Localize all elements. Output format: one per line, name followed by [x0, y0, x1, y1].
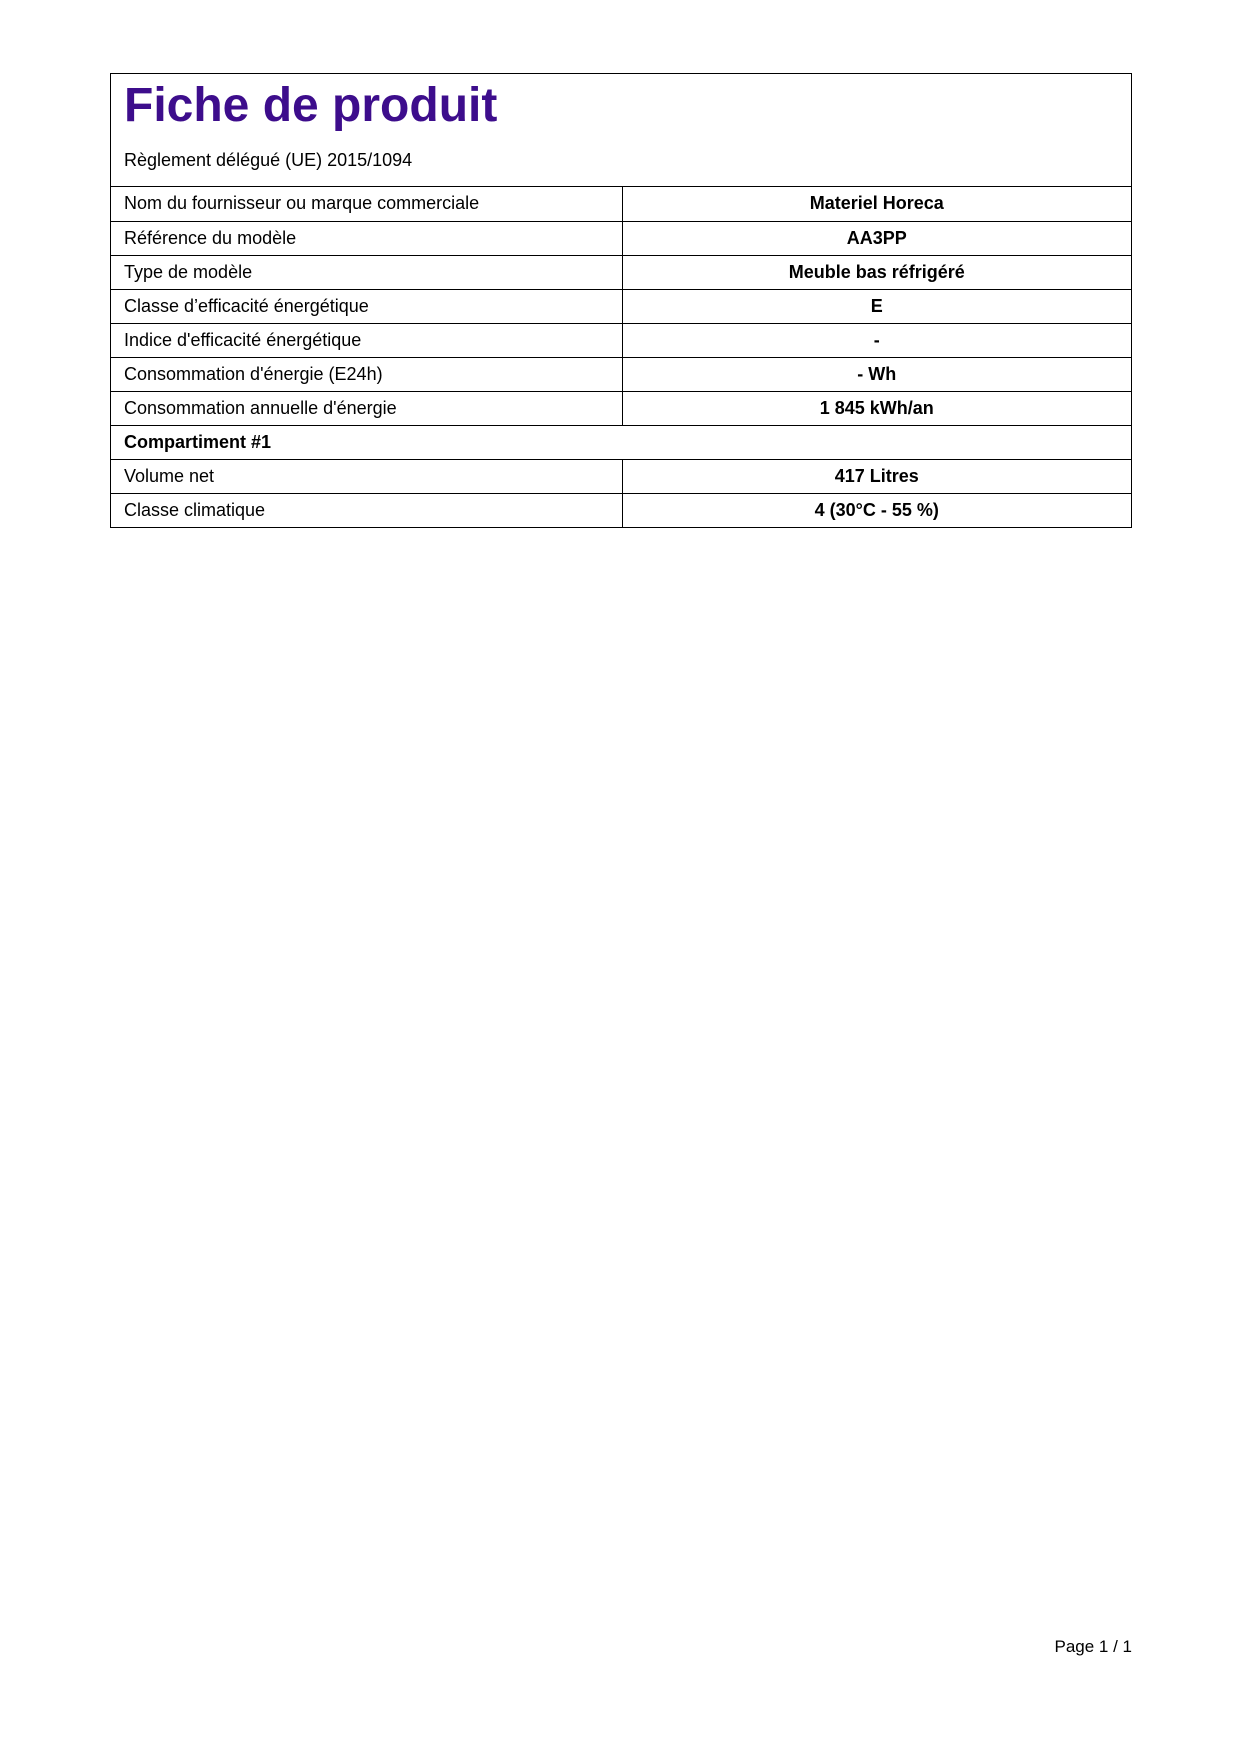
compartment-heading: Compartiment #1	[111, 425, 1131, 459]
row-value: E	[622, 289, 1131, 323]
row-label: Indice d'efficacité énergétique	[111, 323, 622, 357]
product-sheet	[110, 73, 1132, 528]
row-value: - Wh	[622, 357, 1131, 391]
table-row-climate-class	[111, 493, 1131, 527]
table-row-energy-class	[111, 289, 1131, 323]
row-label: Classe d’efficacité énergétique	[111, 289, 622, 323]
row-label: Nom du fournisseur ou marque commerciale	[111, 187, 622, 221]
row-value: Meuble bas réfrigéré	[622, 255, 1131, 289]
table-row-compartment-heading	[111, 425, 1131, 459]
table-row-supplier	[111, 187, 1131, 221]
row-value: 417 Litres	[622, 459, 1131, 493]
row-value: 4 (30°C - 55 %)	[622, 493, 1131, 527]
specs-table	[111, 187, 1131, 527]
row-value: -	[622, 323, 1131, 357]
sheet-header	[111, 74, 1131, 187]
row-value: Materiel Horeca	[809, 193, 944, 214]
regulation-subtitle: Règlement délégué (UE) 2015/1094	[124, 150, 413, 170]
table-row-annual-consumption	[111, 391, 1131, 425]
row-label: Type de modèle	[111, 255, 622, 289]
row-value: AA3PP	[622, 221, 1131, 255]
page-title: Fiche de produit	[124, 79, 498, 132]
row-label: Classe climatique	[111, 493, 622, 527]
row-value: 1 845 kWh/an	[622, 391, 1131, 425]
row-label: Consommation annuelle d'énergie	[111, 391, 622, 425]
row-label: Référence du modèle	[111, 221, 622, 255]
table-row-model-reference	[111, 221, 1131, 255]
row-label: Consommation d'énergie (E24h)	[111, 357, 622, 391]
row-label: Volume net	[111, 459, 622, 493]
page-number: Page 1 / 1	[1054, 1637, 1132, 1656]
table-row-energy-consumption-e24h	[111, 357, 1131, 391]
table-row-model-type	[111, 255, 1131, 289]
table-row-net-volume	[111, 459, 1131, 493]
table-row-energy-index	[111, 323, 1131, 357]
